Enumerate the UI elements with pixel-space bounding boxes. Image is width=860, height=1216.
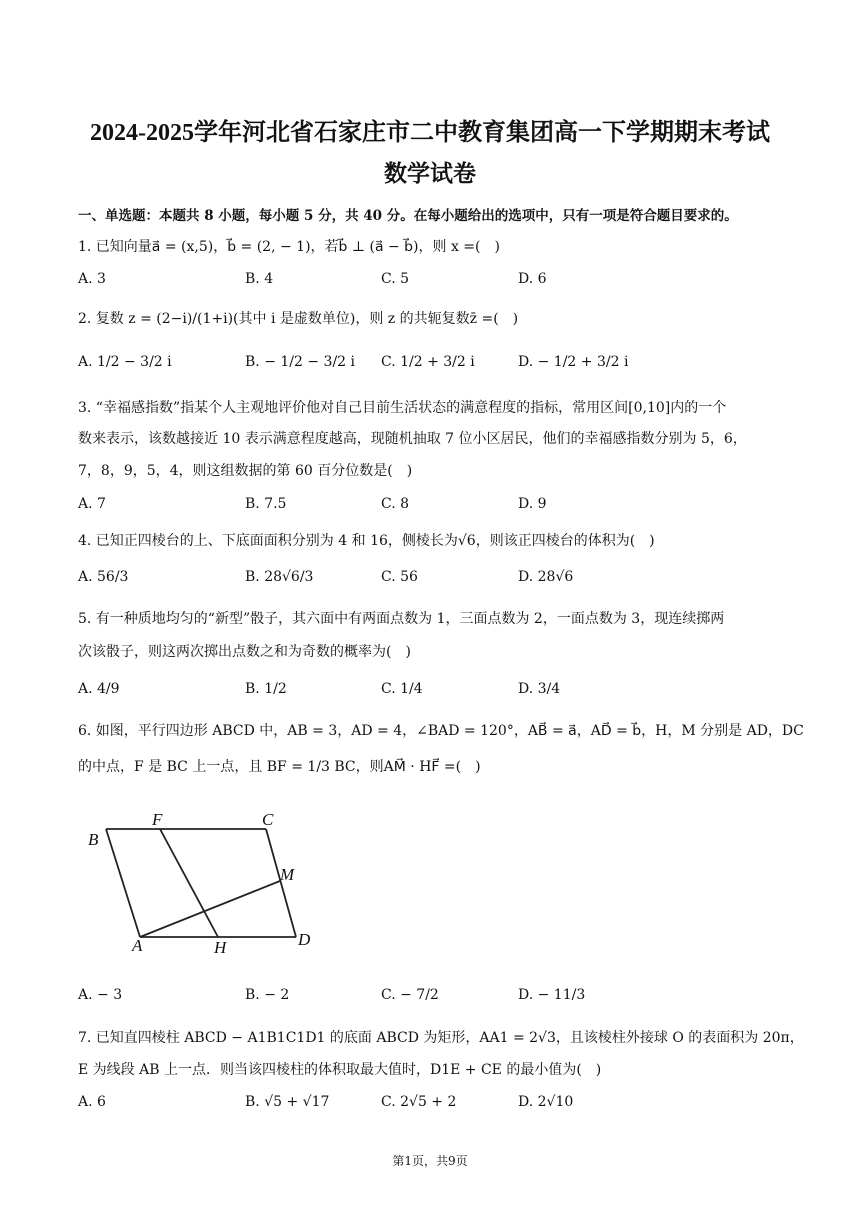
q4-option-c: C. 56 — [381, 569, 418, 585]
q3-option-d: D. 9 — [518, 496, 547, 512]
q5-option-b: B. 1/2 — [245, 681, 287, 697]
question-3-line-2: 数来表示，该数越接近 10 表示满意程度越高，现随机抽取 7 位小区居民，他们的幸福感指数分别为 5，6， — [78, 431, 747, 447]
exam-title: 2024-2025学年河北省石家庄市二中教育集团高一下学期期末考试 — [90, 120, 770, 146]
page-footer: 第1页，共9页 — [392, 1154, 468, 1168]
label-b: B — [88, 830, 99, 849]
q6-option-a: A. − 3 — [78, 987, 123, 1003]
q7-option-b: B. √5 + √17 — [245, 1094, 330, 1110]
q7-option-d: D. 2√10 — [518, 1094, 574, 1110]
label-m: M — [280, 865, 295, 884]
q3-option-c: C. 8 — [381, 496, 410, 512]
segment-ba — [106, 829, 140, 937]
question-5-line-2: 次该骰子，则这两次掷出点数之和为奇数的概率为( ) — [78, 644, 411, 660]
q5-option-a: A. 4/9 — [78, 681, 120, 697]
label-c: C — [262, 810, 274, 829]
q4-option-d: D. 28√6 — [518, 569, 574, 585]
question-3-line-1: 3. “幸福感指数”指某个人主观地评价他对自己目前生活状态的满意程度的指标，常用区间[0,10]内的一个 — [78, 400, 727, 416]
question-6-line-2: 的中点，F 是 BC 上一点，且 BF = 1/3 BC，则AM⃗ · HF⃗ =( ) — [78, 759, 481, 775]
question-2-stem: 2. 复数 z = (2−i)/(1+i)(其中 i 是虚数单位)，则 z 的共轭复数z̄ =( ) — [78, 311, 519, 327]
parallelogram-figure — [80, 805, 325, 960]
label-d: D — [298, 930, 311, 949]
question-4-stem: 4. 已知正四棱台的上、下底面面积分别为 4 和 16，侧棱长为√6，则该正四棱台的体积为( ) — [78, 533, 655, 549]
q1-option-a: A. 3 — [78, 271, 106, 287]
q1-option-c: C. 5 — [381, 271, 410, 287]
q2-option-d: D. − 1/2 + 3/2 i — [518, 354, 629, 370]
label-f: F — [152, 810, 163, 829]
q6-option-b: B. − 2 — [245, 987, 290, 1003]
segment-fh — [160, 829, 218, 937]
label-h: H — [214, 938, 227, 957]
q5-option-d: D. 3/4 — [518, 681, 561, 697]
q2-option-a: A. 1/2 − 3/2 i — [78, 354, 172, 370]
q4-option-a: A. 56/3 — [78, 569, 129, 585]
question-6-line-1: 6. 如图，平行四边形 ABCD 中，AB = 3，AD = 4，∠BAD = 120°，AB⃗ = a⃗，AD⃗ = b⃗，H，M 分别是 AD，DC — [78, 723, 804, 739]
segment-am — [140, 881, 280, 937]
q2-option-c: C. 1/2 + 3/2 i — [381, 354, 475, 370]
question-7-line-2: E 为线段 AB 上一点．则当该四棱柱的体积取最大值时，D1E + CE 的最小值为( ) — [78, 1062, 602, 1078]
q1-option-d: D. 6 — [518, 271, 547, 287]
question-7-line-1: 7. 已知直四棱柱 ABCD − A1B1C1D1 的底面 ABCD 为矩形，AA1 = 2√3，且该棱柱外接球 O 的表面积为 20π， — [78, 1030, 804, 1046]
q2-option-b: B. − 1/2 − 3/2 i — [245, 354, 355, 370]
q3-option-a: A. 7 — [78, 496, 106, 512]
label-a: A — [132, 936, 143, 955]
q6-option-d: D. − 11/3 — [518, 987, 586, 1003]
q7-option-c: C. 2√5 + 2 — [381, 1094, 457, 1110]
question-3-line-3: 7，8，9，5，4，则这组数据的第 60 百分位数是( ) — [78, 463, 413, 479]
q1-option-b: B. 4 — [245, 271, 274, 287]
q4-option-b: B. 28√6/3 — [245, 569, 314, 585]
exam-subtitle: 数学试卷 — [384, 161, 476, 186]
question-1-stem: 1. 已知向量a⃗ = (x,5)，b⃗ = (2, − 1)，若b⃗ ⊥ (a⃗ − b⃗)，则 x =( ) — [78, 239, 500, 255]
section-heading: 一、单选题：本题共 8 小题，每小题 5 分，共 40 分。在每小题给出的选项中，只有一项是符合题目要求的。 — [78, 208, 738, 224]
q6-option-c: C. − 7/2 — [381, 987, 439, 1003]
question-5-line-1: 5. 有一种质地均匀的“新型”骰子，其六面中有两面点数为 1，三面点数为 2，一面点数为 3，现连续掷两 — [78, 611, 725, 627]
q7-option-a: A. 6 — [78, 1094, 106, 1110]
q5-option-c: C. 1/4 — [381, 681, 423, 697]
q3-option-b: B. 7.5 — [245, 496, 287, 512]
